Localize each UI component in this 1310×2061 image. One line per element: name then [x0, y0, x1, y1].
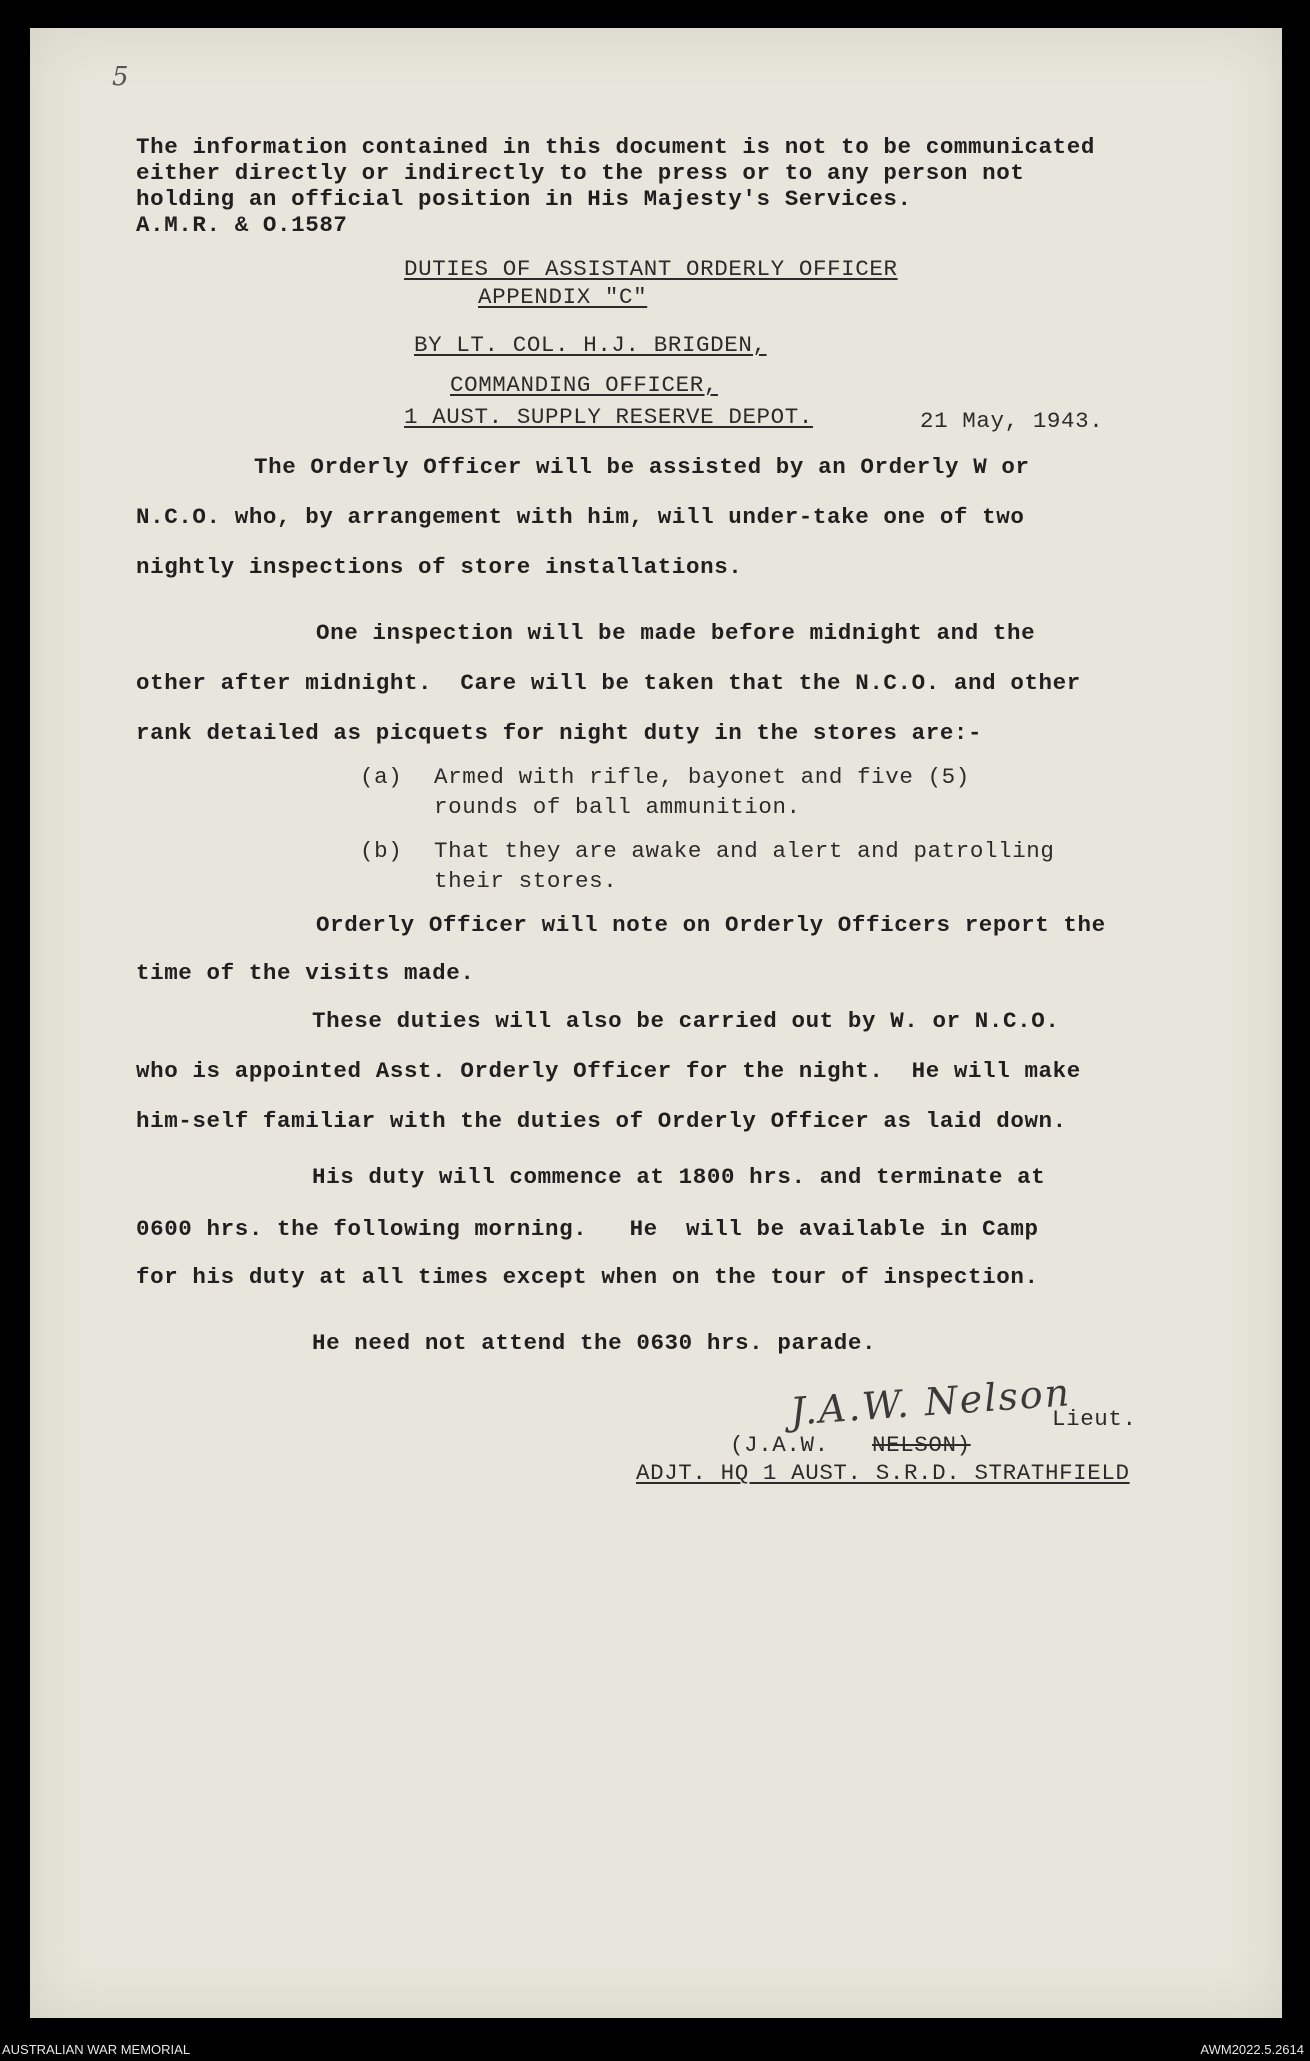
p3-line-2: time of the visits made.	[136, 960, 475, 986]
appendix-label: APPENDIX "C"	[478, 284, 648, 310]
notice-line-1: The information contained in this document is not to be communicated	[136, 134, 1095, 160]
signature-appointment: ADJT. HQ 1 AUST. S.R.D. STRATHFIELD	[636, 1460, 1130, 1486]
p2-line-3: rank detailed as picquets for night duty in the stores are:-	[136, 720, 983, 746]
issuing-unit: 1 AUST. SUPPLY RESERVE DEPOT.	[404, 404, 813, 430]
item-b-label: (b)	[360, 838, 403, 864]
item-b-line-2: their stores.	[434, 868, 618, 894]
p4-line-3: him-self familiar with the duties of Orderly Officer as laid down.	[136, 1108, 1067, 1134]
p1-line-2: N.C.O. who, by arrangement with him, will under-take one of two	[136, 504, 1025, 530]
signature-name-struck: NELSON)	[872, 1432, 971, 1458]
item-b-line-1: That they are awake and alert and patrolling	[434, 838, 1055, 864]
folio-mark: 5	[112, 62, 129, 92]
notice-reference: A.M.R. & O.1587	[136, 212, 348, 238]
item-a-line-1: Armed with rifle, bayonet and five (5)	[434, 764, 970, 790]
p4-line-2: who is appointed Asst. Orderly Officer for the night. He will make	[136, 1058, 1081, 1084]
notice-line-2: either directly or indirectly to the press or to any person not	[136, 160, 1025, 186]
p1-line-3: nightly inspections of store installations.	[136, 554, 743, 580]
issuing-role: COMMANDING OFFICER,	[450, 372, 718, 398]
item-a-label: (a)	[360, 764, 403, 790]
document-title: DUTIES OF ASSISTANT ORDERLY OFFICER	[404, 256, 898, 282]
p5-line-2: 0600 hrs. the following morning. He will be available in Camp	[136, 1216, 1039, 1242]
footer-left: AUSTRALIAN WAR MEMORIAL	[2, 2042, 191, 2057]
p1-line-1: The Orderly Officer will be assisted by an Orderly W or	[254, 454, 1030, 480]
notice-line-3: holding an official position in His Majesty's Services.	[136, 186, 912, 212]
p5-line-3: for his duty at all times except when on the tour of inspection.	[136, 1264, 1039, 1290]
p5-line-1: His duty will commence at 1800 hrs. and terminate at	[312, 1164, 1046, 1190]
document-date: 21 May, 1943.	[920, 408, 1104, 434]
item-a-line-2: rounds of ball ammunition.	[434, 794, 801, 820]
signature-name-prefix: (J.A.W.	[730, 1432, 829, 1458]
footer-right: AWM2022.5.2614	[1200, 2042, 1304, 2057]
signature-rank: Lieut.	[1052, 1406, 1137, 1432]
p3-line-1: Orderly Officer will note on Orderly Officers report the	[316, 912, 1106, 938]
issuing-officer: BY LT. COL. H.J. BRIGDEN,	[414, 332, 767, 358]
handwritten-signature: J.A.W. Nelson	[788, 1370, 1073, 1434]
p6-line: He need not attend the 0630 hrs. parade.	[312, 1330, 877, 1356]
p2-line-2: other after midnight. Care will be taken that the N.C.O. and other	[136, 670, 1081, 696]
p4-line-1: These duties will also be carried out by W. or N.C.O.	[312, 1008, 1060, 1034]
p2-line-1: One inspection will be made before midnight and the	[316, 620, 1036, 646]
